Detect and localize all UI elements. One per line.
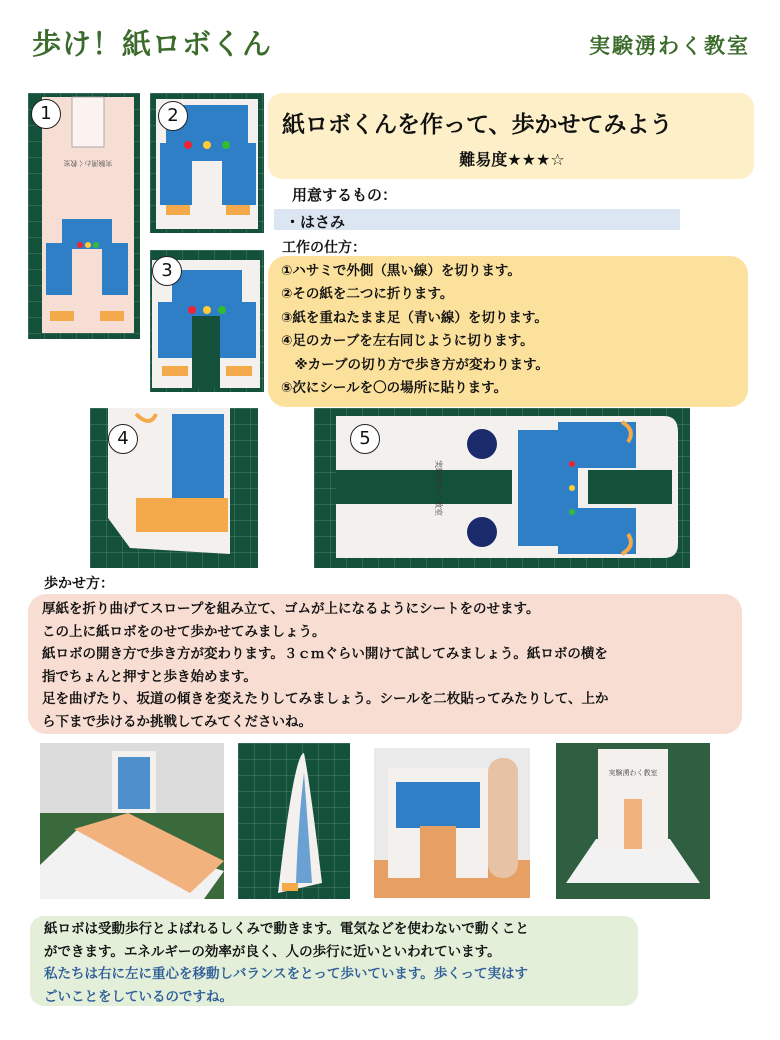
- page-title: 歩け！紙ロボくん: [32, 27, 273, 61]
- step-number-5: 5: [350, 424, 380, 454]
- materials-item: ・はさみ: [285, 213, 346, 231]
- summary-line: ができます。エネルギーの効率が良く、人の歩行に近いといわれています。: [44, 943, 501, 960]
- intro-headline: 紙ロボくんを作って、歩かせてみよう: [282, 112, 673, 138]
- howto-steps: [281, 260, 549, 400]
- photo-robot-back-view: [556, 743, 710, 899]
- howto-step: ②その紙を二つに折ります。: [281, 286, 454, 303]
- howto-step: ④足のカーブを左右同じように切ります。: [281, 333, 534, 350]
- summary-line: ごいことをしているのですね。: [44, 988, 233, 1005]
- walking-line: この上に紙ロボをのせて歩かせてみましょう。: [42, 623, 326, 640]
- summary-line: 私たちは右に左に重心を移動しバランスをとって歩いています。歩くって実はす: [44, 966, 528, 983]
- materials-label: 用意するもの：: [292, 186, 398, 204]
- summary-line: 紙ロボは受動歩行とよばれるしくみで動きます。電気などを使わないで動くこと: [44, 921, 529, 937]
- photo-step-5: [314, 408, 690, 568]
- step-number-2: 2: [158, 101, 188, 131]
- photo-step-2: [150, 93, 264, 233]
- walking-line: 紙ロボの開き方で歩き方が変わります。３ｃｍぐらい開けて試してみましょう。紙ロボの横を: [42, 646, 608, 663]
- howto-step: ⑤次にシールを〇の場所に貼ります。: [281, 380, 508, 397]
- photo-step-1: [28, 93, 140, 339]
- walking-label: 歩かせ方：: [44, 576, 114, 592]
- walking-line: 足を曲げたり、坂道の傾きを変えたりしてみましょう。シールを二枚貼ってみたりして、上か: [42, 691, 609, 708]
- walking-line: 厚紙を折り曲げてスロープを組み立て、ゴムが上になるようにシートをのせます。: [42, 601, 540, 617]
- walking-line: ら下まで歩けるか挑戦してみてくださいね。: [42, 713, 312, 730]
- sheet-label: 実験湧わく教室: [434, 460, 443, 516]
- sheet-label: 実験湧わく教室: [608, 769, 658, 777]
- summary-text: [44, 918, 644, 1008]
- step-number-1: 1: [31, 99, 61, 129]
- step-number-3: 3: [152, 256, 182, 286]
- photo-step-4: [90, 408, 258, 568]
- walking-line: 指でちょんと押すと歩き始めます。: [42, 668, 257, 685]
- step-number-4: 4: [108, 424, 138, 454]
- photo-robot-side-view: [238, 743, 350, 899]
- walking-text: [42, 598, 742, 734]
- howto-step: ③紙を重ねたまま足（青い線）を切ります。: [281, 309, 548, 326]
- difficulty-rating: 難易度★★★☆: [459, 150, 565, 169]
- howto-step: ※カーブの切り方で歩き方が変わります。: [281, 356, 549, 373]
- photo-robot-on-slope: [40, 743, 224, 899]
- photo-finger-push: [374, 748, 530, 898]
- sheet-label: 実験湧わく教室: [63, 159, 113, 167]
- brand-name: 実験湧わく教室: [589, 34, 750, 58]
- paper-robot-sheet-illustration: [28, 93, 140, 339]
- howto-label: 工作の仕方：: [282, 240, 366, 256]
- photo-step-3: [150, 250, 264, 392]
- howto-step: ①ハサミで外側（黒い線）を切ります。: [281, 263, 521, 279]
